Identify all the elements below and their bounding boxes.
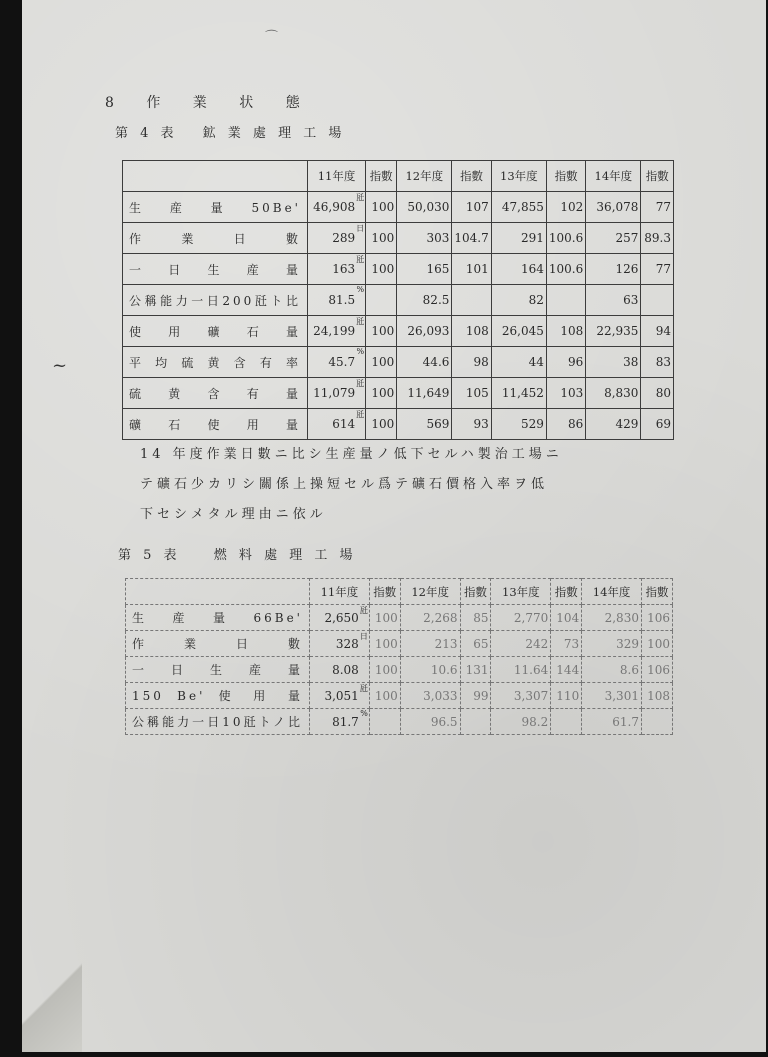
unit-label: 瓩 bbox=[356, 255, 365, 264]
note-line: 14 年度作業日數ニ比シ生産量ノ低下セルハ製治工場ニ bbox=[140, 447, 563, 462]
table-row bbox=[123, 409, 674, 440]
table5-caption: 第 5 表 燃 料 處 理 工 場 bbox=[118, 548, 357, 563]
value-cell bbox=[307, 223, 365, 254]
index-cell: 85 bbox=[460, 605, 491, 631]
value-cell: 10.6 bbox=[400, 657, 460, 683]
index-cell: 100 bbox=[641, 631, 672, 657]
row-label: 生 産 量 66Be' bbox=[126, 605, 310, 631]
index-cell: 100 bbox=[366, 347, 397, 378]
value-cell: 82.5 bbox=[397, 285, 452, 316]
table-row bbox=[123, 347, 674, 378]
value-cell: 242 bbox=[491, 631, 551, 657]
note-line: テ礦石少カリシ關係上操短セル爲テ礦石價格入率ヲ低 bbox=[140, 477, 549, 492]
value-cell: 126 bbox=[586, 254, 641, 285]
row-label: 使 用 礦 石 量 bbox=[123, 316, 308, 347]
index-cell: 83 bbox=[641, 347, 674, 378]
value-text: 24,199 bbox=[313, 324, 356, 338]
row-label: 硫 黄 含 有 量 bbox=[123, 378, 308, 409]
value-text: 163 bbox=[332, 262, 356, 276]
unit-label: 瓩 bbox=[359, 684, 368, 693]
row-label: 一 日 生 産 量 bbox=[126, 657, 310, 683]
table-row bbox=[123, 223, 674, 254]
value-text: 2,650 bbox=[324, 610, 359, 625]
index-cell: 104.7 bbox=[452, 223, 491, 254]
index-cell: 100 bbox=[366, 192, 397, 223]
table-row bbox=[123, 378, 674, 409]
value-cell bbox=[307, 285, 365, 316]
value-cell: 82 bbox=[491, 285, 546, 316]
unit-label: 瓩 bbox=[356, 379, 365, 388]
value-cell: 22,935 bbox=[586, 316, 641, 347]
row-label: 公稱能力一日200瓩ト比 bbox=[123, 285, 308, 316]
unit-label: 瓩 bbox=[359, 606, 368, 615]
index-cell: 108 bbox=[452, 316, 491, 347]
value-cell: 26,045 bbox=[491, 316, 546, 347]
pencil-mark: ⌒ bbox=[265, 30, 279, 45]
index-cell: 106 bbox=[641, 605, 672, 631]
header-cell: 指數 bbox=[369, 579, 400, 605]
table-row bbox=[126, 657, 673, 683]
value-cell bbox=[309, 657, 369, 683]
note-line: 下セシメタル理由ニ依ル bbox=[140, 507, 327, 522]
value-cell: 529 bbox=[491, 409, 546, 440]
index-cell: 77 bbox=[641, 254, 674, 285]
row-label: 公稱能力一日10瓩トノ比 bbox=[126, 709, 310, 735]
value-cell: 47,855 bbox=[491, 192, 546, 223]
table-row bbox=[126, 683, 673, 709]
table-row bbox=[123, 192, 674, 223]
header-cell: 12年度 bbox=[397, 161, 452, 192]
index-cell bbox=[369, 709, 400, 735]
index-cell: 100 bbox=[366, 254, 397, 285]
index-cell bbox=[551, 709, 582, 735]
value-cell: 26,093 bbox=[397, 316, 452, 347]
index-cell: 65 bbox=[460, 631, 491, 657]
value-text: 11,079 bbox=[313, 386, 356, 400]
value-text: 289 bbox=[332, 231, 356, 245]
value-cell: 96.5 bbox=[400, 709, 460, 735]
index-cell: 105 bbox=[452, 378, 491, 409]
value-cell: 429 bbox=[586, 409, 641, 440]
value-cell bbox=[309, 683, 369, 709]
value-cell bbox=[309, 709, 369, 735]
unit-label: 瓩 bbox=[356, 193, 365, 202]
header-cell: 指數 bbox=[366, 161, 397, 192]
header-cell: 11年度 bbox=[309, 579, 369, 605]
table-row bbox=[123, 316, 674, 347]
value-cell: 11,452 bbox=[491, 378, 546, 409]
index-cell: 100 bbox=[366, 409, 397, 440]
value-cell: 44 bbox=[491, 347, 546, 378]
value-cell: 3,301 bbox=[582, 683, 642, 709]
unit-label: 瓩 bbox=[356, 410, 365, 419]
value-cell: 98.2 bbox=[491, 709, 551, 735]
index-cell bbox=[460, 709, 491, 735]
unit-label: % bbox=[356, 285, 365, 294]
index-cell: 100 bbox=[369, 631, 400, 657]
index-cell: 107 bbox=[452, 192, 491, 223]
value-cell: 329 bbox=[582, 631, 642, 657]
index-cell: 69 bbox=[641, 409, 674, 440]
index-cell: 104 bbox=[551, 605, 582, 631]
value-cell: 38 bbox=[586, 347, 641, 378]
value-cell: 303 bbox=[397, 223, 452, 254]
index-cell: 100 bbox=[369, 683, 400, 709]
header-row bbox=[126, 579, 673, 605]
value-cell bbox=[307, 347, 365, 378]
unit-label: 日 bbox=[359, 632, 368, 641]
header-row bbox=[123, 161, 674, 192]
value-text: 328 bbox=[335, 636, 359, 651]
index-cell: 93 bbox=[452, 409, 491, 440]
value-cell: 257 bbox=[586, 223, 641, 254]
value-cell: 213 bbox=[400, 631, 460, 657]
value-cell: 569 bbox=[397, 409, 452, 440]
table-row bbox=[123, 254, 674, 285]
table-row bbox=[126, 631, 673, 657]
index-cell: 100 bbox=[369, 605, 400, 631]
value-cell bbox=[307, 316, 365, 347]
value-text: 45.7 bbox=[328, 355, 356, 369]
row-label: 作 業 日 數 bbox=[126, 631, 310, 657]
value-cell: 165 bbox=[397, 254, 452, 285]
index-cell: 103 bbox=[546, 378, 585, 409]
index-cell: 101 bbox=[452, 254, 491, 285]
value-cell: 3,033 bbox=[400, 683, 460, 709]
section-title: 8 作 業 状 態 bbox=[105, 95, 314, 111]
value-cell: 2,268 bbox=[400, 605, 460, 631]
value-cell bbox=[307, 409, 365, 440]
value-cell: 8.6 bbox=[582, 657, 642, 683]
value-cell: 50,030 bbox=[397, 192, 452, 223]
unit-label: 瓩 bbox=[356, 317, 365, 326]
index-cell: 77 bbox=[641, 192, 674, 223]
value-text: 46,908 bbox=[313, 200, 356, 214]
value-cell: 11,649 bbox=[397, 378, 452, 409]
value-cell bbox=[309, 605, 369, 631]
index-cell: 106 bbox=[641, 657, 672, 683]
folded-corner bbox=[22, 940, 82, 1052]
header-cell: 12年度 bbox=[400, 579, 460, 605]
header-corner bbox=[126, 579, 310, 605]
header-cell: 指數 bbox=[546, 161, 585, 192]
header-cell: 指數 bbox=[452, 161, 491, 192]
index-cell: 102 bbox=[546, 192, 585, 223]
header-cell: 13年度 bbox=[491, 161, 546, 192]
header-cell: 14年度 bbox=[586, 161, 641, 192]
production-table-5 bbox=[125, 578, 673, 735]
index-cell: 108 bbox=[546, 316, 585, 347]
index-cell: 80 bbox=[641, 378, 674, 409]
row-label: 生 産 量 50Be' bbox=[123, 192, 308, 223]
production-table-4 bbox=[122, 160, 674, 440]
table4-caption: 第 4 表 鉱 業 處 理 工 場 bbox=[115, 126, 346, 141]
index-cell bbox=[641, 285, 674, 316]
index-cell: 100.6 bbox=[546, 254, 585, 285]
value-cell bbox=[307, 192, 365, 223]
header-corner bbox=[123, 161, 308, 192]
index-cell: 110 bbox=[551, 683, 582, 709]
index-cell: 131 bbox=[460, 657, 491, 683]
index-cell: 100 bbox=[369, 657, 400, 683]
table-row bbox=[126, 605, 673, 631]
index-cell: 108 bbox=[641, 683, 672, 709]
header-cell: 指數 bbox=[551, 579, 582, 605]
value-text: 614 bbox=[332, 417, 356, 431]
header-cell: 指數 bbox=[460, 579, 491, 605]
value-cell: 291 bbox=[491, 223, 546, 254]
index-cell bbox=[546, 285, 585, 316]
table-row bbox=[126, 709, 673, 735]
row-label: 平 均 硫 黄 含 有 率 bbox=[123, 347, 308, 378]
value-cell bbox=[307, 254, 365, 285]
value-cell: 3,307 bbox=[491, 683, 551, 709]
value-cell bbox=[307, 378, 365, 409]
value-text: 8.08 bbox=[332, 662, 359, 677]
unit-label: % bbox=[356, 347, 365, 356]
index-cell: 100 bbox=[366, 378, 397, 409]
row-label: 150 Be' 使 用 量 bbox=[126, 683, 310, 709]
index-cell: 94 bbox=[641, 316, 674, 347]
row-label: 礦 石 使 用 量 bbox=[123, 409, 308, 440]
row-label: 作 業 日 數 bbox=[123, 223, 308, 254]
value-cell: 11.64 bbox=[491, 657, 551, 683]
index-cell: 99 bbox=[460, 683, 491, 709]
index-cell bbox=[366, 285, 397, 316]
header-cell: 指數 bbox=[641, 161, 674, 192]
unit-label: % bbox=[360, 709, 368, 718]
value-text: 81.5 bbox=[328, 293, 356, 307]
value-cell bbox=[309, 631, 369, 657]
header-cell: 指數 bbox=[641, 579, 672, 605]
index-cell bbox=[452, 285, 491, 316]
value-cell: 8,830 bbox=[586, 378, 641, 409]
unit-label: 日 bbox=[356, 224, 365, 233]
header-cell: 14年度 bbox=[582, 579, 642, 605]
index-cell: 98 bbox=[452, 347, 491, 378]
index-cell: 86 bbox=[546, 409, 585, 440]
row-label: 一 日 生 産 量 bbox=[123, 254, 308, 285]
value-cell: 164 bbox=[491, 254, 546, 285]
index-cell: 89.3 bbox=[641, 223, 674, 254]
index-cell: 100.6 bbox=[546, 223, 585, 254]
margin-mark: ~ bbox=[52, 355, 68, 376]
index-cell: 144 bbox=[551, 657, 582, 683]
value-cell: 61.7 bbox=[582, 709, 642, 735]
index-cell: 100 bbox=[366, 316, 397, 347]
value-cell: 36,078 bbox=[586, 192, 641, 223]
index-cell: 73 bbox=[551, 631, 582, 657]
index-cell: 100 bbox=[366, 223, 397, 254]
index-cell bbox=[641, 709, 672, 735]
value-cell: 2,770 bbox=[491, 605, 551, 631]
value-cell: 44.6 bbox=[397, 347, 452, 378]
value-text: 81.7 bbox=[332, 714, 359, 729]
value-cell: 63 bbox=[586, 285, 641, 316]
value-cell: 2,830 bbox=[582, 605, 642, 631]
header-cell: 13年度 bbox=[491, 579, 551, 605]
table4-note bbox=[140, 440, 680, 530]
header-cell: 11年度 bbox=[307, 161, 365, 192]
value-text: 3,051 bbox=[324, 688, 359, 703]
table-row bbox=[123, 285, 674, 316]
index-cell: 96 bbox=[546, 347, 585, 378]
